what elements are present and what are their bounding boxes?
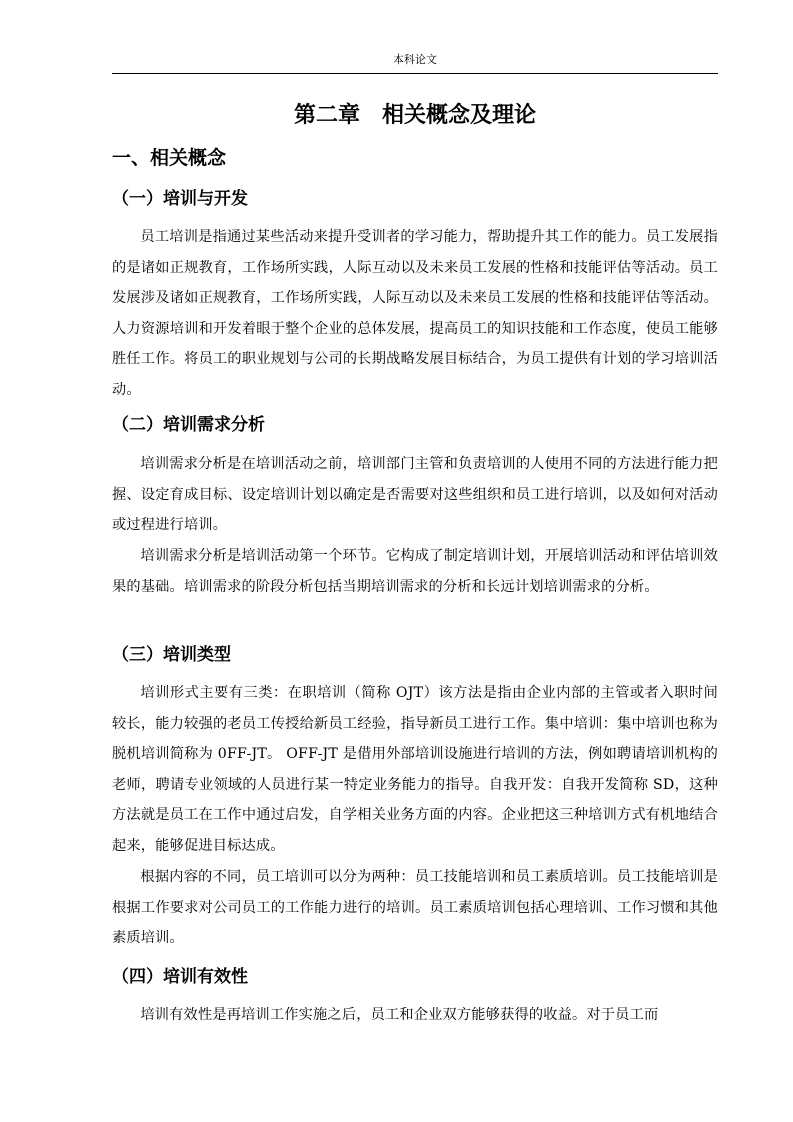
section-title-concepts: 一、相关概念	[112, 147, 227, 169]
paragraph-training-types-1: 培训形式主要有三类：在职培训（简称 OJT）该方法是指由企业内部的主管或者入职时间较长，能力较强的老员工传授给新员工经验，指导新员工进行工作。集中培训：集中培训也称为脱机培训简称为 0FF-JT。 OFF-JT 是借用外部培训设施进行培训的方法，例如聘请培训机构的老师，聘请专业领域的人员进行某一特定业务能力的指导。自我开发：自我开发简称 SD，这种方法就是员工在工作中通过启发，自学相关业务方面的内容。企业把这三种培训方式有机地结合起来，能够促进目标达成。	[112, 685, 718, 854]
paragraph-training-development: 员工培训是指通过某些活动来提升受训者的学习能力，帮助提升其工作的能力。员工发展指的是诸如正规教育，工作场所实践，人际互动以及未来员工发展的性格和技能评估等活动。员工发展涉及诸如正规教育，工作场所实践，人际互动以及未来员工发展的性格和技能评估等活动。人力资源培训和开发着眼于整个企业的总体发展，提高员工的知识技能和工作态度，使员工能够胜任工作。将员工的职业规划与公司的长期战略发展目标结合，为员工提供有计划的学习培训活动。	[112, 229, 718, 398]
paragraph-effectiveness: 培训有效性是再培训工作实施之后，员工和企业双方能够获得的收益。对于员工而	[140, 1007, 659, 1023]
header-rule	[112, 73, 718, 74]
paragraph-training-types-2: 根据内容的不同，员工培训可以分为两种：员工技能培训和员工素质培训。员工技能培训是根据工作要求对公司员工的工作能力进行的培训。员工素质培训包括心理培训、工作习惯和其他素质培训。	[112, 869, 718, 947]
subsection-title-training-development: （一）培训与开发	[112, 189, 248, 209]
chapter-title: 第二章 相关概念及理论	[293, 103, 536, 128]
paragraph-needs-analysis-1: 培训需求分析是在培训活动之前，培训部门主管和负责培训的人使用不同的方法进行能力把握、设定育成目标、设定培训计划以确定是否需要对这些组织和员工进行培训，以及如何对活动或过程进行培训。	[112, 456, 718, 534]
page-header: 本科论文	[393, 53, 437, 66]
subsection-title-effectiveness: （四）培训有效性	[112, 967, 248, 987]
subsection-title-training-types: （三）培训类型	[112, 645, 231, 665]
subsection-title-needs-analysis: （二）培训需求分析	[112, 415, 265, 435]
paragraph-needs-analysis-2: 培训需求分析是培训活动第一个环节。它构成了制定培训计划，开展培训活动和评估培训效果的基础。培训需求的阶段分析包括当期培训需求的分析和长远计划培训需求的分析。	[112, 548, 718, 595]
